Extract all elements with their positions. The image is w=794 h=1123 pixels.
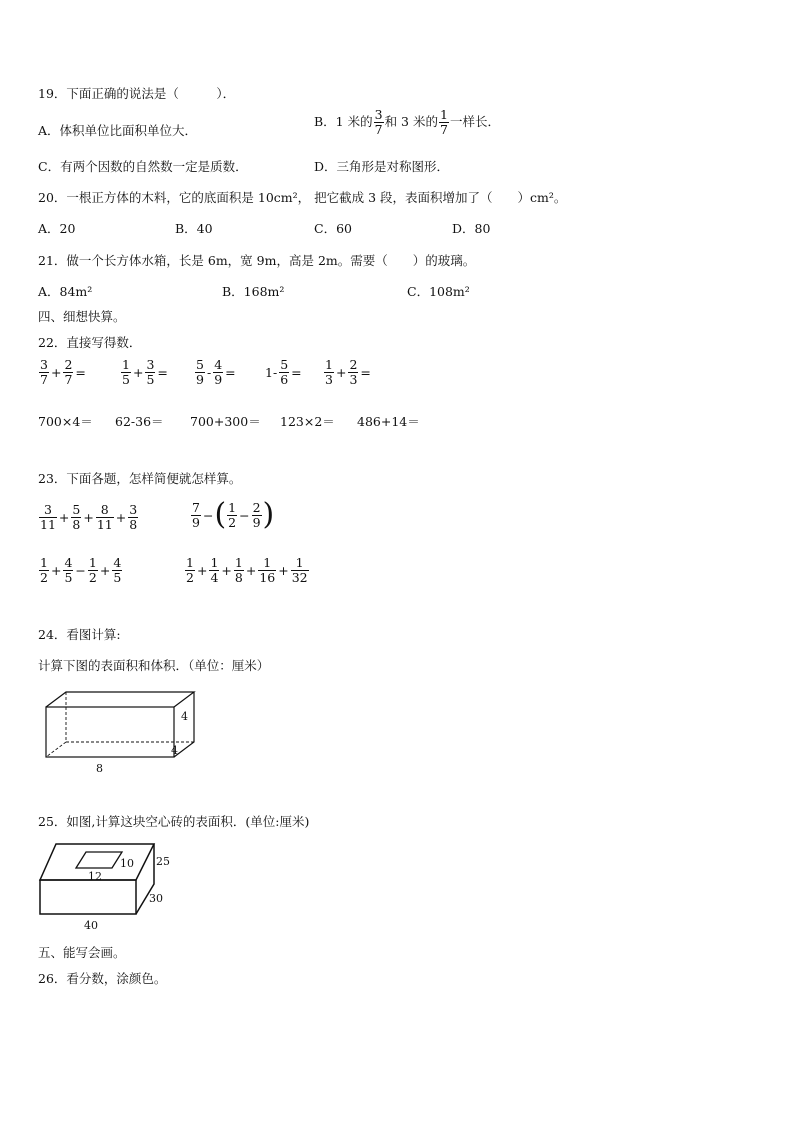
q19-b-pre: B．1 米的 bbox=[314, 114, 373, 129]
section-heading: 五、能写会画。 bbox=[38, 945, 126, 960]
q22-expr-1: $\frac{3}{7}$ + $\frac{2}{7}$ = bbox=[40, 357, 86, 387]
q26-stem: 26．看分数，涂颜色。 bbox=[38, 971, 167, 986]
close-paren: ) bbox=[262, 497, 275, 532]
q23-stem: 23．下面各题，怎样简便就怎样算。 bbox=[38, 471, 242, 486]
q20-option-c: C．60 bbox=[314, 221, 352, 236]
q22-expr-5: $\frac{1}{3}$ + $\frac{2}{3}$ = bbox=[325, 357, 371, 387]
q22-row2-item: 62-36＝ bbox=[115, 414, 164, 429]
q22-expr-4: 1- $\frac{5}{6}$ = bbox=[265, 357, 302, 387]
q25-stem: 25．如图,计算这块空心砖的表面积．(单位:厘米) bbox=[38, 814, 310, 829]
q22-row2-item: 123×2＝ bbox=[280, 414, 335, 429]
q22-row2-item: 700×4＝ bbox=[38, 414, 93, 429]
q24-stem: 24．看图计算: bbox=[38, 627, 121, 642]
open-paren: ( bbox=[214, 497, 227, 532]
q20-option-b: B．40 bbox=[175, 221, 213, 236]
q20-stem: 20．一根正方体的木料，它的底面积是 10cm²， 把它截成 3 段，表面积增加了（ ）cm²。 bbox=[38, 190, 567, 205]
q21-option-a: A．84m² bbox=[38, 284, 93, 299]
top-label: 25 bbox=[156, 855, 170, 868]
q21-stem: 21．做一个长方体水箱，长是 6m，宽 9m，高是 2m。需要（ ）的玻璃。 bbox=[38, 253, 476, 268]
q21-option-b: B．168m² bbox=[222, 284, 285, 299]
length-label: 40 bbox=[84, 919, 98, 932]
q23-problem-2: $\frac{7}{9}$ −( $\frac{1}{2}$ − $\frac{2}{9}$ ) bbox=[192, 497, 275, 532]
q23-problem-4: $\frac{1}{2}$ + $\frac{1}{4}$ + $\frac{1}{8}$ + $\frac{1}{16}$ + $\frac{1}{32}$ bbox=[186, 555, 308, 585]
q23-problem-1: $\frac{3}{11}$ + $\frac{5}{8}$ + $\frac{8}{11}$ + $\frac{3}{8}$ bbox=[40, 502, 138, 532]
q21-option-c: C．108m² bbox=[407, 284, 470, 299]
section-heading: 四、细想快算。 bbox=[38, 309, 126, 324]
q22-expr-3: $\frac{5}{9}$ - $\frac{4}{9}$ = bbox=[196, 357, 236, 387]
q19-option-c: C．有两个因数的自然数一定是质数． bbox=[38, 159, 248, 174]
q22-expr-2: $\frac{1}{5}$ + $\frac{3}{5}$ = bbox=[122, 357, 168, 387]
fraction: $\frac{1}{7}$ bbox=[439, 107, 448, 137]
width-label: 4 bbox=[171, 744, 178, 757]
q19-b-mid: 和 3 米的 bbox=[384, 114, 438, 129]
height-label: 4 bbox=[181, 710, 188, 723]
side-label: 30 bbox=[149, 892, 163, 905]
cuboid-figure bbox=[38, 690, 198, 780]
q19-option-d: D．三角形是对称图形． bbox=[314, 159, 450, 174]
q22-row2-item: 700+300＝ bbox=[190, 414, 261, 429]
length-label: 8 bbox=[96, 762, 103, 775]
q19-option-b bbox=[314, 108, 500, 137]
q22-row2-item: 486+14＝ bbox=[357, 414, 420, 429]
fraction: $\frac{3}{7}$ bbox=[374, 107, 383, 137]
q19-b-post: 一样长． bbox=[449, 114, 500, 129]
hole-width-label: 10 bbox=[120, 857, 134, 870]
hollow-brick-figure bbox=[36, 840, 176, 932]
q19-stem: 19．下面正确的说法是（ ）． bbox=[38, 86, 236, 101]
q20-option-d: D．80 bbox=[452, 221, 491, 236]
q19-option-a: A．体积单位比面积单位大． bbox=[38, 123, 198, 138]
q24-subtitle: 计算下图的表面积和体积．（单位：厘米） bbox=[38, 658, 270, 673]
hole-length-label: 12 bbox=[88, 870, 102, 883]
q20-option-a: A．20 bbox=[38, 221, 76, 236]
q22-stem: 22．直接写得数． bbox=[38, 335, 142, 350]
q23-problem-3: $\frac{1}{2}$ + $\frac{4}{5}$ − $\frac{1}{2}$ + $\frac{4}{5}$ bbox=[40, 555, 122, 585]
